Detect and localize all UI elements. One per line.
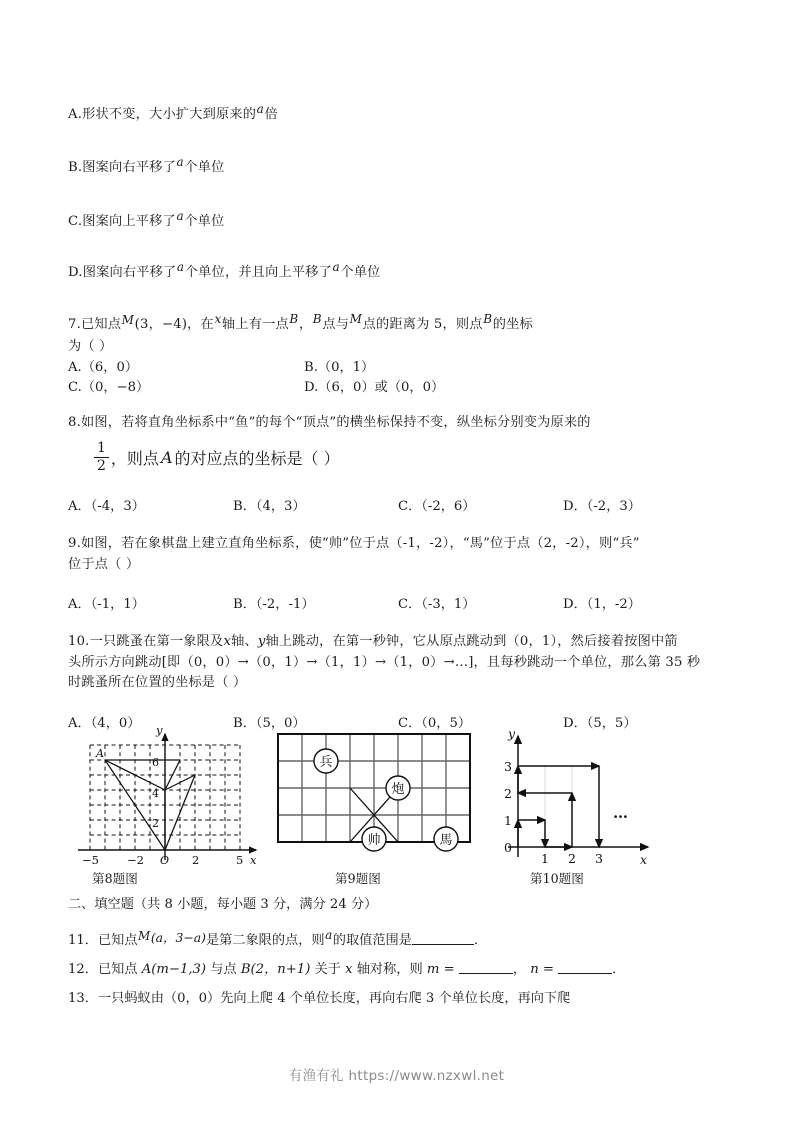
q7-option-b[interactable]: B.（0，1） (304, 359, 375, 375)
q9-option-a[interactable]: A．（-1，1） (68, 597, 145, 613)
q10-option-b[interactable]: B．（5，0） (233, 715, 306, 731)
q6-option-d-text: D.图案向右平移了 (68, 265, 177, 281)
fig10-xlabel-2: 2 (568, 851, 576, 866)
q6-option-b (68, 153, 728, 178)
q7-option-a[interactable]: A.（6，0） (68, 359, 139, 375)
q7-stem-part2b: −4)，在 (161, 316, 214, 332)
piece-pao-label: 炮 (391, 782, 405, 797)
question-9 (68, 534, 728, 612)
q10-var-y: y (257, 634, 266, 650)
q11-text-c: 的取值范围是 (332, 933, 412, 949)
fig8-xlabel-5: 5 (236, 853, 244, 867)
figure-10-caption: 第10题图 (530, 871, 584, 886)
q12-var-n: n (530, 961, 539, 977)
q7-options-row1 (68, 358, 728, 378)
q6-option-a-text: A.形状不变，大小扩大到原来的 (68, 107, 257, 123)
q11-var-M: M (138, 929, 151, 944)
q11-blank[interactable] (412, 932, 474, 946)
q6-option-d-mid: 个单位，并且向上平移了 (184, 265, 333, 281)
q7-var-x: x (214, 311, 222, 326)
q7-var-b3: B (483, 311, 493, 326)
fig10-axis-label-y: y (508, 726, 516, 741)
q12-equals-1: = (439, 961, 459, 977)
piece-shuai-label: 帅 (367, 833, 381, 848)
q6-option-a-tail: 倍 (264, 107, 278, 123)
figure-10-svg (488, 722, 668, 872)
q6-option-c (68, 207, 728, 232)
q11-text-a: 11．已知点 (68, 933, 138, 949)
q12-var-m: m (426, 961, 440, 977)
q9-options (68, 593, 728, 612)
q7-stem (68, 310, 728, 335)
q12-expression-A: A(m−1,3) (141, 961, 207, 977)
q7-answer-line: 为（ ） (68, 339, 113, 355)
board-inner-lines (278, 734, 470, 842)
q6-option-d-var2: a (332, 260, 340, 275)
fill-in-blank-section (68, 893, 728, 1017)
q7-options-row2 (68, 378, 728, 398)
q7-var-b2: B (312, 311, 322, 326)
fig8-ylabel-4: 4 (152, 787, 159, 800)
site-watermark: 有渔有礼 https://www.nzxwl.net (288, 1068, 505, 1084)
q6-option-c-text: C.图案向上平移了 (68, 214, 176, 229)
q10-stem-line2: 头所示方向跳动[即（0，0）→（0，1）→（1，1）→（1，0）→…]，且每秒跳动一个单位，那么第 35 秒 (68, 654, 701, 670)
piece-shuai[interactable] (362, 827, 386, 851)
q7-stem-part4: ， (298, 316, 313, 332)
q6-option-c-tail: 个单位 (184, 214, 225, 229)
question-7 (68, 310, 728, 399)
question-8 (68, 413, 728, 514)
q7-stem-part1: 7.已知点 (68, 316, 122, 332)
q7-option-d[interactable]: D.（6，0）或（0，0） (304, 380, 445, 396)
fig10-ylabel-1: 1 (504, 813, 512, 828)
q6-option-c-var: a (176, 208, 184, 223)
q8-option-a[interactable]: A．（-4，3） (68, 499, 145, 515)
q7-stem-part2: (3， (134, 316, 162, 332)
q12-blank-n[interactable] (558, 960, 612, 974)
question-10 (68, 632, 728, 730)
q7-option-c[interactable]: C.（0，−8） (68, 380, 150, 396)
fraction-denominator: 2 (94, 457, 109, 474)
piece-bing-label: 兵 (319, 755, 333, 770)
fig8-ylabel-6: 6 (152, 756, 159, 769)
q12-tail: ． (612, 961, 626, 977)
q10-option-d[interactable]: D．（5，5） (563, 715, 637, 731)
fraction-one-half (94, 441, 109, 473)
q6-option-d-var: a (176, 260, 185, 275)
q12-equals-2: = (538, 961, 559, 977)
fig8-origin-O: O (160, 854, 170, 867)
q12-blank-m[interactable] (459, 960, 513, 974)
q10-stem-line1-c: 轴上跳动，在第一秒钟，它从原点跳动到（0，1），然后接着按图中箭 (265, 634, 678, 650)
q8-stem-line2 (94, 437, 728, 477)
q7-var-b1: B (289, 311, 299, 326)
q6-option-b-tail: 个单位 (184, 160, 225, 176)
fig8-ylabel-2: 2 (152, 817, 159, 830)
q9-option-c[interactable]: C．（-3，1） (398, 597, 476, 613)
q8-option-b[interactable]: B．（4，3） (233, 499, 306, 515)
q8-option-c[interactable]: C．（-2，6） (398, 499, 476, 515)
q9-stem-line1: 9.如图，若在象棋盘上建立直角坐标系，使“帅”位于点（-1，-2），“馬”位于点（2，-2），则“兵” (68, 536, 640, 552)
fig8-axis-label-x: x (250, 853, 257, 867)
piece-bing[interactable] (314, 749, 338, 773)
q12-text-b: 与点 (206, 961, 241, 977)
fig10-ylabel-2: 2 (504, 786, 512, 801)
question-13: 13．一只蚂蚁由（0，0）先向上爬 4 个单位长度，再向右爬 3 个单位长度，再向下爬 (68, 990, 571, 1006)
q12-text-a: 12．已知点 (68, 961, 142, 977)
q7-stem-part3: 轴上有一点 (221, 316, 289, 332)
question-content-area (68, 100, 728, 731)
piece-ma-label: 馬 (439, 833, 453, 848)
q10-stem-line3: 时跳蚤所在位置的坐标是（ ） (68, 675, 247, 691)
q11-text-b: 是第二象限的点，则 (205, 933, 325, 949)
fig10-xlabel-3: 3 (595, 851, 603, 866)
q12-text-d: 轴对称，则 (352, 961, 427, 977)
figure-9-svg (273, 722, 478, 872)
q9-option-d[interactable]: D．（1，-2） (563, 597, 641, 613)
question-11 (68, 926, 728, 951)
q6-option-d (68, 258, 728, 283)
q7-var-m1: M (121, 313, 135, 328)
q10-stem-line1-a: 10.一只跳蚤在第一象限及 (68, 634, 224, 650)
q9-option-b[interactable]: B．（-2，-1） (233, 597, 315, 613)
q7-stem-part7: 的坐标 (492, 316, 533, 332)
q8-stem-line1: 8.如图，若将直角坐标系中“鱼”的每个“顶点”的横坐标保持不变，纵坐标分别变为原来的 (68, 414, 591, 430)
fraction-numerator: 1 (97, 440, 106, 457)
q6-option-d-tail: 个单位 (340, 265, 381, 281)
q10-stem-line1-b: 轴、 (231, 634, 258, 650)
fig10-xlabel-1: 1 (541, 851, 549, 866)
q6-option-b-var: a (176, 155, 184, 170)
fig10-path (518, 766, 599, 847)
fig10-ellipsis: … (613, 804, 628, 822)
fig10-label-0: 0 (504, 840, 512, 855)
question-12 (68, 960, 728, 980)
fig8-xlabel-neg2: −2 (127, 853, 144, 867)
fig8-xlabel-neg5: −5 (82, 853, 99, 867)
q12-text-c: 关于 (310, 961, 346, 977)
figure-8-caption: 第8题图 (92, 871, 138, 886)
figures-row (68, 722, 728, 890)
q7-var-m2: M (349, 311, 363, 326)
q6-option-a (68, 100, 728, 125)
piece-ma[interactable] (434, 827, 458, 851)
fig10-ylabel-3: 3 (504, 759, 512, 774)
figure-8-fish-coordinate (70, 722, 270, 886)
q12-expression-B: B(2，n+1) (240, 961, 311, 977)
q6-option-b-text: B.图案向右平移了 (68, 160, 176, 176)
q11-expression: (a，3−a) (150, 930, 206, 946)
q10-var-x: x (223, 634, 232, 650)
q8-stem-line2-b: 的对应点的坐标是（ ） (174, 448, 340, 468)
q6-option-a-var: a (256, 102, 265, 116)
piece-pao[interactable] (386, 776, 410, 800)
fig8-axis-label-y: y (156, 723, 163, 737)
q8-options (68, 495, 728, 514)
q10-stem-line1 (68, 632, 728, 652)
q8-var-A: A (160, 447, 173, 467)
fig10-axis-label-x: x (640, 852, 648, 867)
q11-tail: ． (473, 933, 488, 949)
q7-stem-part5: 点与 (322, 316, 350, 332)
q12-var-x: x (345, 961, 353, 977)
q7-stem-part6: 点的距离为 5，则点 (362, 316, 483, 332)
figure-10-jump-path (488, 722, 668, 886)
q9-stem-line2: 位于点（ ） (68, 556, 140, 572)
q12-comma: ， (512, 961, 531, 977)
section-2-title: 二、填空题（共 8 小题，每小题 3 分，满分 24 分） (68, 897, 378, 912)
figure-9-chessboard (273, 722, 478, 886)
fig8-label-A: A (96, 747, 104, 760)
q8-stem-line2-a: ，则点 (110, 448, 159, 468)
q11-var-a: a (325, 928, 333, 942)
q8-option-d[interactable]: D．（-2，3） (563, 499, 641, 515)
q10-option-c[interactable]: C．（0，5） (398, 715, 472, 731)
q10-option-a[interactable]: A．（4，0） (68, 715, 141, 731)
figure-9-caption: 第9题图 (335, 871, 381, 886)
fig8-xlabel-2: 2 (192, 853, 200, 867)
figure-8-svg (70, 722, 270, 872)
